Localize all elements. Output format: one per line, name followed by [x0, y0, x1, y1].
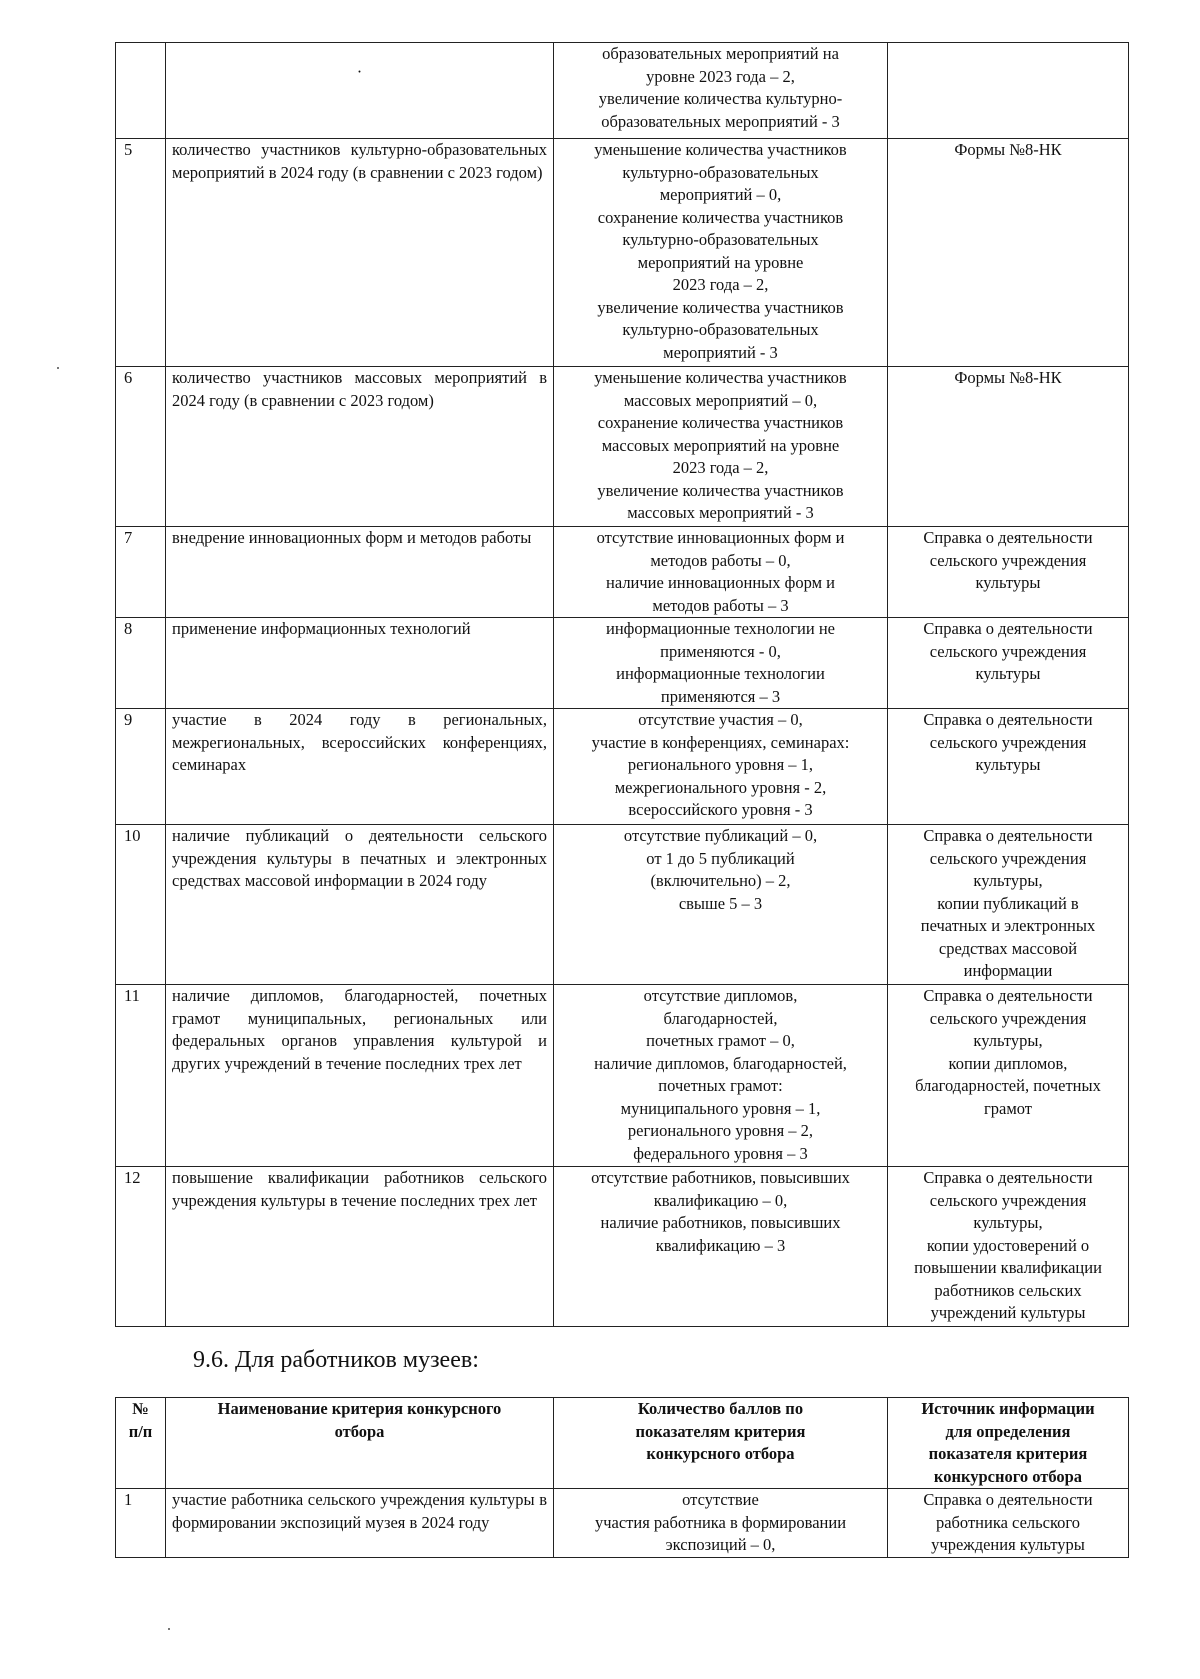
cell-line: наличие инновационных форм и	[606, 573, 835, 592]
scores-cell	[554, 43, 888, 139]
museum-criteria-table-body	[116, 1398, 1129, 1558]
cell-line: культуры	[975, 755, 1041, 774]
row-number: 1	[116, 1489, 166, 1558]
criterion-cell: ·	[166, 43, 554, 139]
cell-line: печатных и электронных	[920, 916, 1096, 935]
cell-line: 2023 года – 2,	[672, 458, 769, 477]
row-number: 12	[116, 1167, 166, 1327]
cell-line: грамот	[983, 1098, 1033, 1118]
row-number: 5	[116, 139, 166, 367]
cell-line: отбора	[334, 1421, 385, 1441]
cell-line: Справка о деятельности	[923, 528, 1093, 547]
cell-line: наличие дипломов, благодарностей,	[594, 1053, 847, 1073]
cell-line: образовательных мероприятий - 3	[601, 111, 840, 131]
cell-line: методов работы – 0,	[650, 550, 791, 570]
table-row	[116, 43, 1129, 139]
table-row	[116, 1167, 1129, 1327]
table-row	[116, 985, 1129, 1167]
cell-line: Формы №8-НК	[954, 368, 1062, 387]
row-number: 7	[116, 527, 166, 618]
cell-line: информации	[963, 961, 1053, 980]
row-number: 11	[116, 985, 166, 1167]
cell-line: показателя критерия	[928, 1444, 1088, 1463]
cell-line: федерального уровня – 3	[633, 1143, 808, 1163]
table-row	[116, 1489, 1129, 1558]
cell-line: культурно-образовательных	[622, 162, 819, 182]
cell-line: мероприятий – 0,	[659, 185, 782, 204]
cell-line: конкурсного отбора	[646, 1444, 795, 1463]
cell-line: Формы №8-НК	[954, 140, 1062, 159]
cell-line: учреждений культуры	[930, 1303, 1086, 1322]
cell-line: образовательных мероприятий на	[602, 44, 839, 63]
cell-line: экспозиций – 0,	[665, 1535, 776, 1554]
scores-cell	[554, 367, 888, 527]
cell-line: регионального уровня – 1,	[627, 755, 814, 774]
scores-cell	[554, 618, 888, 709]
table-header-row	[116, 1398, 1129, 1489]
row-number: 8	[116, 618, 166, 709]
criterion-cell: повышение квалификации работников сельского учреждения культуры в течение последних трех лет	[166, 1167, 554, 1327]
cell-line: всероссийского уровня - 3	[628, 800, 813, 819]
cell-line: увеличение количества культурно-	[598, 89, 843, 108]
cell-line: массовых мероприятий - 3	[627, 503, 814, 522]
cell-line: почетных грамот:	[658, 1076, 783, 1095]
cell-line: сельского учреждения	[929, 1008, 1087, 1028]
museum-criteria-table	[115, 1397, 1129, 1558]
cell-line: мероприятий - 3	[663, 342, 778, 362]
source-cell	[888, 43, 1129, 139]
section-heading: 9.6. Для работников музеев:	[193, 1347, 479, 1373]
criteria-table-continued	[115, 42, 1129, 1327]
cell-line: копии публикаций в	[937, 893, 1079, 913]
criteria-table-body	[116, 43, 1129, 1327]
cell-line: отсутствие участия – 0,	[638, 710, 803, 729]
table-row	[116, 709, 1129, 825]
cell-line: методов работы – 3	[652, 595, 789, 615]
cell-line: Справка о деятельности	[923, 710, 1093, 729]
header-scores	[554, 1398, 888, 1489]
cell-line: сельского учреждения	[929, 1190, 1087, 1210]
cell-line: повышении квалификации	[914, 1258, 1102, 1277]
cell-line: культуры	[975, 664, 1041, 683]
criterion-cell: наличие дипломов, благодарностей, почетных грамот муниципальных, региональных или федеральных органов управления культурой и других учреждений в течение последних трех лет	[166, 985, 554, 1167]
cell-line: Количество баллов по	[637, 1399, 804, 1418]
cell-line: сельского учреждения	[929, 732, 1087, 752]
cell-line: информационные технологии не	[606, 619, 835, 638]
cell-line: благодарностей,	[663, 1008, 778, 1028]
cell-line: применяются – 3	[660, 686, 781, 706]
row-number: 9	[116, 709, 166, 825]
cell-line: массовых мероприятий – 0,	[623, 390, 818, 410]
cell-line: отсутствие публикаций – 0,	[623, 826, 818, 845]
cell-line: отсутствие инновационных форм и	[596, 528, 845, 547]
row-number: 10	[116, 825, 166, 985]
cell-line: копии удостоверений о	[926, 1235, 1090, 1255]
cell-line: увеличение количества участников	[597, 297, 844, 317]
cell-line: уменьшение количества участников	[594, 368, 847, 387]
cell-line: сельского учреждения	[929, 550, 1087, 570]
source-cell	[888, 139, 1129, 367]
cell-line: п/п	[128, 1421, 153, 1441]
cell-line: информационные технологии	[616, 664, 825, 683]
criterion-cell: внедрение инновационных форм и методов работы	[166, 527, 554, 618]
cell-line: средствах массовой	[938, 938, 1078, 958]
table-row	[116, 618, 1129, 709]
cell-line: применяются - 0,	[660, 641, 781, 661]
cell-line: Справка о деятельности	[923, 986, 1093, 1005]
cell-line: почетных грамот – 0,	[646, 1031, 795, 1050]
source-cell	[888, 1167, 1129, 1327]
cell-line: массовых мероприятий на уровне	[601, 435, 840, 455]
cell-line: свыше 5 – 3	[678, 893, 763, 913]
source-cell	[888, 709, 1129, 825]
cell-line: квалификацию – 0,	[653, 1190, 788, 1210]
cell-line: Справка о деятельности	[923, 619, 1093, 638]
cell-line: регионального уровня – 2,	[627, 1121, 814, 1140]
cell-line: (включительно) – 2,	[650, 871, 791, 890]
scores-cell	[554, 1167, 888, 1327]
cell-line: сохранение количества участников	[597, 413, 844, 432]
table-row	[116, 527, 1129, 618]
cell-line: культуры,	[973, 1031, 1043, 1050]
cell-line: увеличение количества участников	[597, 480, 844, 500]
cell-line: показателям критерия	[635, 1421, 806, 1441]
scan-speck	[57, 367, 59, 369]
cell-line: сохранение количества участников	[597, 207, 844, 227]
criterion-cell: участие в 2024 году в региональных, межрегиональных, всероссийских конференциях, семинарах	[166, 709, 554, 825]
source-cell	[888, 367, 1129, 527]
cell-line: культурно-образовательных	[622, 320, 819, 339]
cell-line: уровне 2023 года – 2,	[646, 66, 795, 86]
criterion-cell: количество участников массовых мероприятий в 2024 году (в сравнении с 2023 годом)	[166, 367, 554, 527]
cell-line: муниципального уровня – 1,	[620, 1098, 821, 1118]
cell-line: квалификацию – 3	[655, 1235, 786, 1255]
cell-line: №	[132, 1399, 149, 1418]
cell-line: сельского учреждения	[929, 848, 1087, 868]
cell-line: наличие работников, повысивших	[600, 1213, 841, 1232]
scores-cell	[554, 985, 888, 1167]
scores-cell	[554, 139, 888, 367]
criterion-cell: участие работника сельского учреждения культуры в формировании экспозиций музея в 2024 году	[166, 1489, 554, 1558]
scores-cell	[554, 1489, 888, 1558]
source-cell	[888, 985, 1129, 1167]
cell-line: благодарностей, почетных	[915, 1076, 1101, 1095]
row-number	[116, 43, 166, 139]
cell-line: конкурсного отбора	[933, 1466, 1083, 1486]
cell-line: 2023 года – 2,	[672, 275, 769, 294]
cell-line: культуры,	[973, 1213, 1043, 1232]
cell-line: Справка о деятельности	[923, 1168, 1093, 1187]
scores-cell	[554, 527, 888, 618]
table-row	[116, 139, 1129, 367]
table-row	[116, 825, 1129, 985]
cell-line: культуры,	[973, 871, 1043, 890]
cell-line: отсутствие работников, повысивших	[591, 1168, 850, 1187]
source-cell	[888, 825, 1129, 985]
cell-line: культуры	[975, 573, 1041, 592]
cell-line: уменьшение количества участников	[594, 140, 847, 159]
scores-cell	[554, 825, 888, 985]
source-cell	[888, 1489, 1129, 1558]
cell-line: межрегионального уровня - 2,	[614, 777, 827, 797]
scan-speck	[168, 1628, 170, 1630]
cell-line: культурно-образовательных	[622, 230, 819, 249]
cell-line: Источник информации	[921, 1399, 1095, 1418]
cell-line: работников сельских	[934, 1280, 1082, 1300]
criterion-cell: применение информационных технологий	[166, 618, 554, 709]
table-row	[116, 367, 1129, 527]
cell-line: Наименование критерия конкурсного	[217, 1399, 502, 1418]
cell-line: Справка о деятельности	[923, 1490, 1093, 1509]
cell-line: участия работника в формировании	[594, 1512, 847, 1532]
source-cell	[888, 618, 1129, 709]
cell-line: Справка о деятельности	[923, 826, 1093, 845]
row-number: 6	[116, 367, 166, 527]
cell-line: участие в конференциях, семинарах:	[591, 732, 850, 752]
cell-line: работника сельского	[935, 1512, 1081, 1532]
header-criterion	[166, 1398, 554, 1489]
cell-line: отсутствие дипломов,	[643, 986, 798, 1005]
header-source	[888, 1398, 1129, 1489]
criterion-cell: количество участников культурно-образовательных мероприятий в 2024 году (в сравнении с 2023 годом)	[166, 139, 554, 367]
cell-line: мероприятий на уровне	[637, 252, 804, 272]
cell-line: для определения	[945, 1421, 1071, 1441]
cell-line: сельского учреждения	[929, 641, 1087, 661]
header-number	[116, 1398, 166, 1489]
cell-line: копии дипломов,	[948, 1053, 1068, 1073]
cell-line: отсутствие	[682, 1490, 759, 1509]
criterion-cell: наличие публикаций о деятельности сельского учреждения культуры в печатных и электронных средствах массовой информации в 2024 году	[166, 825, 554, 985]
cell-line: учреждения культуры	[931, 1535, 1085, 1554]
scores-cell	[554, 709, 888, 825]
cell-line: от 1 до 5 публикаций	[646, 848, 795, 868]
source-cell	[888, 527, 1129, 618]
